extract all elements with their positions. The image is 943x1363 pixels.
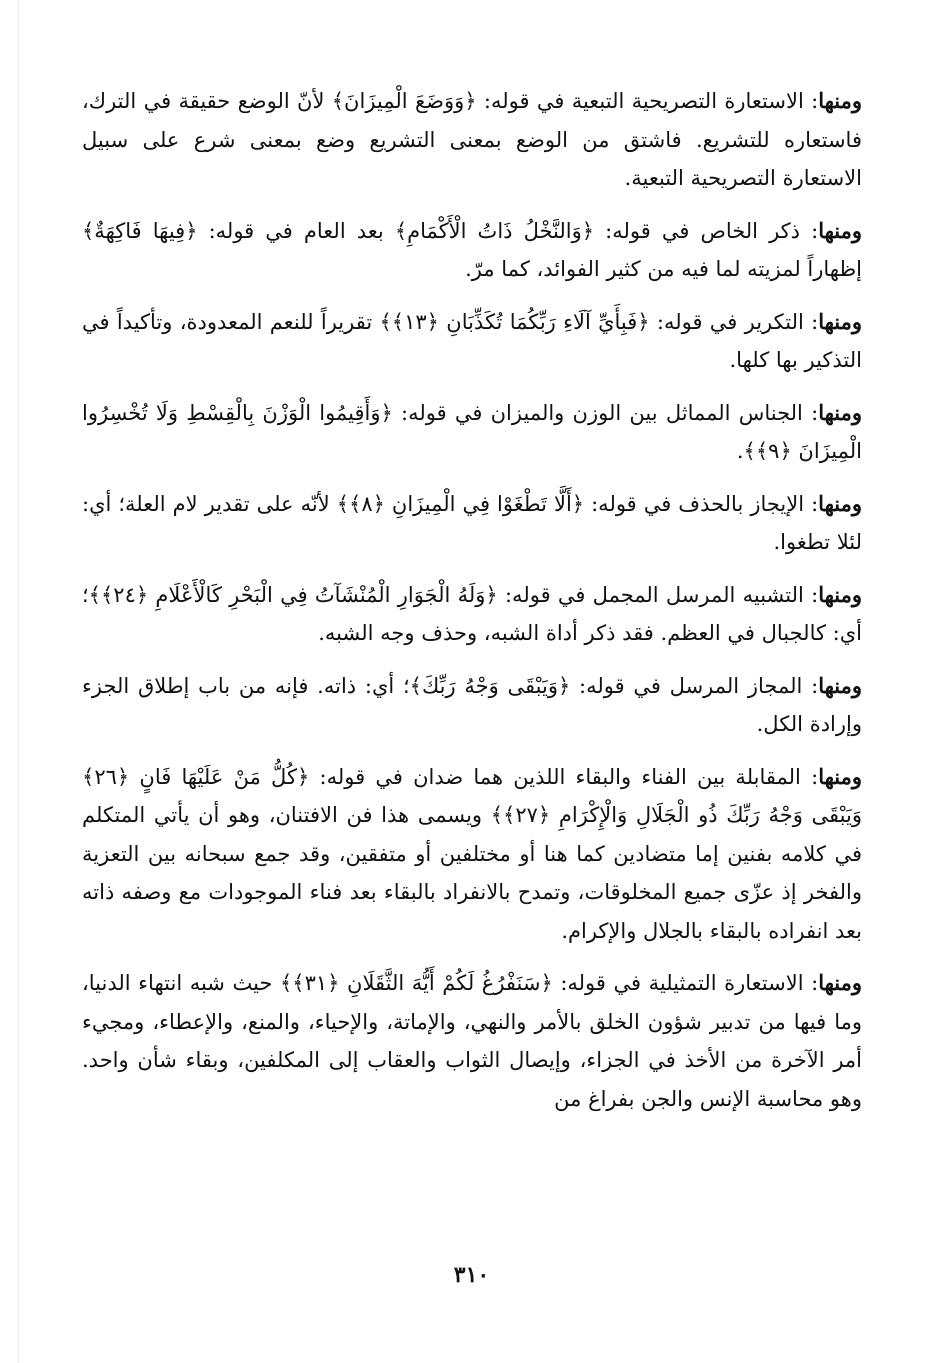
paragraph-text: : الاستعارة التصريحية التبعية في قوله: ﴿وَوَضَعَ الْمِيزَانَ﴾ لأنّ الوضع حقيقة في الترك، فاستعاره للتشريع. فاشتق من الوضع بمعنى التشريع وضع بمعنى شرع على سبيل الاستعارة التصريحية التبعية. (82, 89, 862, 190)
paragraph-9 (82, 964, 862, 1118)
paragraph-label: ومنها (818, 581, 862, 607)
paragraph-text: : المقابلة بين الفناء والبقاء اللذين هما ضدان في قوله: ﴿كُلُّ مَنْ عَلَيْهَا فَانٍ ﴿٢٦﴾ وَيَبْقَى وَجْهُ رَبِّكَ ذُو الْجَلَالِ وَالْإِكْرَامِ ﴿٢٧﴾﴾ ويسمى هذا فن الافتنان، وهو أن يأتي المتكلم في كلامه بفنين إما متضادين كما هنا أو مختلفين أو متفقين، وقد جمع سبحانه بين التعزية والفخر إذ عزّى جميع المخلوقات، وتمدح بالانفراد بالبقاء بعد فناء الموجودات مع وصفه ذاته بعد انفراده بالبقاء بالجلال والإكرام. (82, 764, 862, 943)
paragraph-3 (82, 303, 862, 380)
paragraph-text: : التشبيه المرسل المجمل في قوله: ﴿وَلَهُ الْجَوَارِ الْمُنْشَآتُ فِي الْبَحْرِ كَالْأَعْلَامِ ﴿٢٤﴾﴾؛ أي: كالجبال في العظم. فقد ذكر أداة الشبه، وحذف وجه الشبه. (82, 582, 862, 645)
paragraph-label: ومنها (818, 763, 862, 789)
paragraph-label: ومنها (818, 490, 862, 516)
paragraph-5 (82, 485, 862, 562)
paragraph-text: : ذكر الخاص في قوله: ﴿وَالنَّخْلُ ذَاتُ الْأَكْمَامِ﴾ بعد العام في قوله: ﴿فِيهَا فَاكِهَةٌ﴾ إظهاراً لمزيته لما فيه من كثير الفوائد، كما مرّ. (82, 218, 862, 281)
paragraph-1 (82, 82, 862, 198)
paragraph-label: ومنها (818, 308, 862, 334)
paragraph-label: ومنها (818, 88, 862, 113)
page-body (82, 82, 862, 1132)
paragraph-text: : الجناس المماثل بين الوزن والميزان في قوله: ﴿وَأَقِيمُوا الْوَزْنَ بِالْقِسْطِ وَلَا تُخْسِرُوا الْمِيزَانَ ﴿٩﴾﴾. (82, 400, 862, 463)
paragraph-text: : التكرير في قوله: ﴿فَبِأَيِّ آلَاءِ رَبِّكُمَا تُكَذِّبَانِ ﴿١٣﴾﴾ تقريراً للنعم المعدودة، وتأكيداً في التذكير بها كلها. (82, 309, 862, 372)
paragraph-text: : المجاز المرسل في قوله: ﴿وَيَبْقَى وَجْهُ رَبِّكَ﴾؛ أي: ذاته. فإنه من باب إطلاق الجزء وإرادة الكل. (82, 673, 862, 736)
paragraph-label: ومنها (818, 672, 862, 698)
paragraph-8 (82, 758, 862, 951)
page-edge (18, 0, 19, 1363)
paragraph-4 (82, 394, 862, 471)
paragraph-text: : الاستعارة التمثيلية في قوله: ﴿سَنَفْرُغُ لَكُمْ أَيُّهَ الثَّقَلَانِ ﴿٣١﴾﴾ حيث شبه انتهاء الدنيا، وما فيها من تدبير شؤون الخلق بالأمر والنهي، والإماتة، والإحياء، والمنع، والإعطاء، ومجيء أمر الآخرة من الأخذ في الجزاء، وإيصال الثواب والعقاب إلى المكلفين، وبقاء شأن واحد. وهو محاسبة الإنس والجن بفراغ من (82, 971, 862, 1111)
paragraph-label: ومنها (818, 217, 862, 243)
paragraph-2 (82, 212, 862, 289)
paragraph-label: ومنها (818, 399, 862, 425)
paragraph-7 (82, 667, 862, 744)
paragraph-label: ومنها (818, 970, 862, 995)
paragraph-text: : الإيجاز بالحذف في قوله: ﴿أَلَّا تَطْغَوْا فِي الْمِيزَانِ ﴿٨﴾﴾ لأنّه على تقدير لام العلة؛ أي: لئلا تطغوا. (82, 491, 862, 554)
page-number: ٣١٠ (453, 1262, 490, 1288)
paragraph-6 (82, 576, 862, 653)
